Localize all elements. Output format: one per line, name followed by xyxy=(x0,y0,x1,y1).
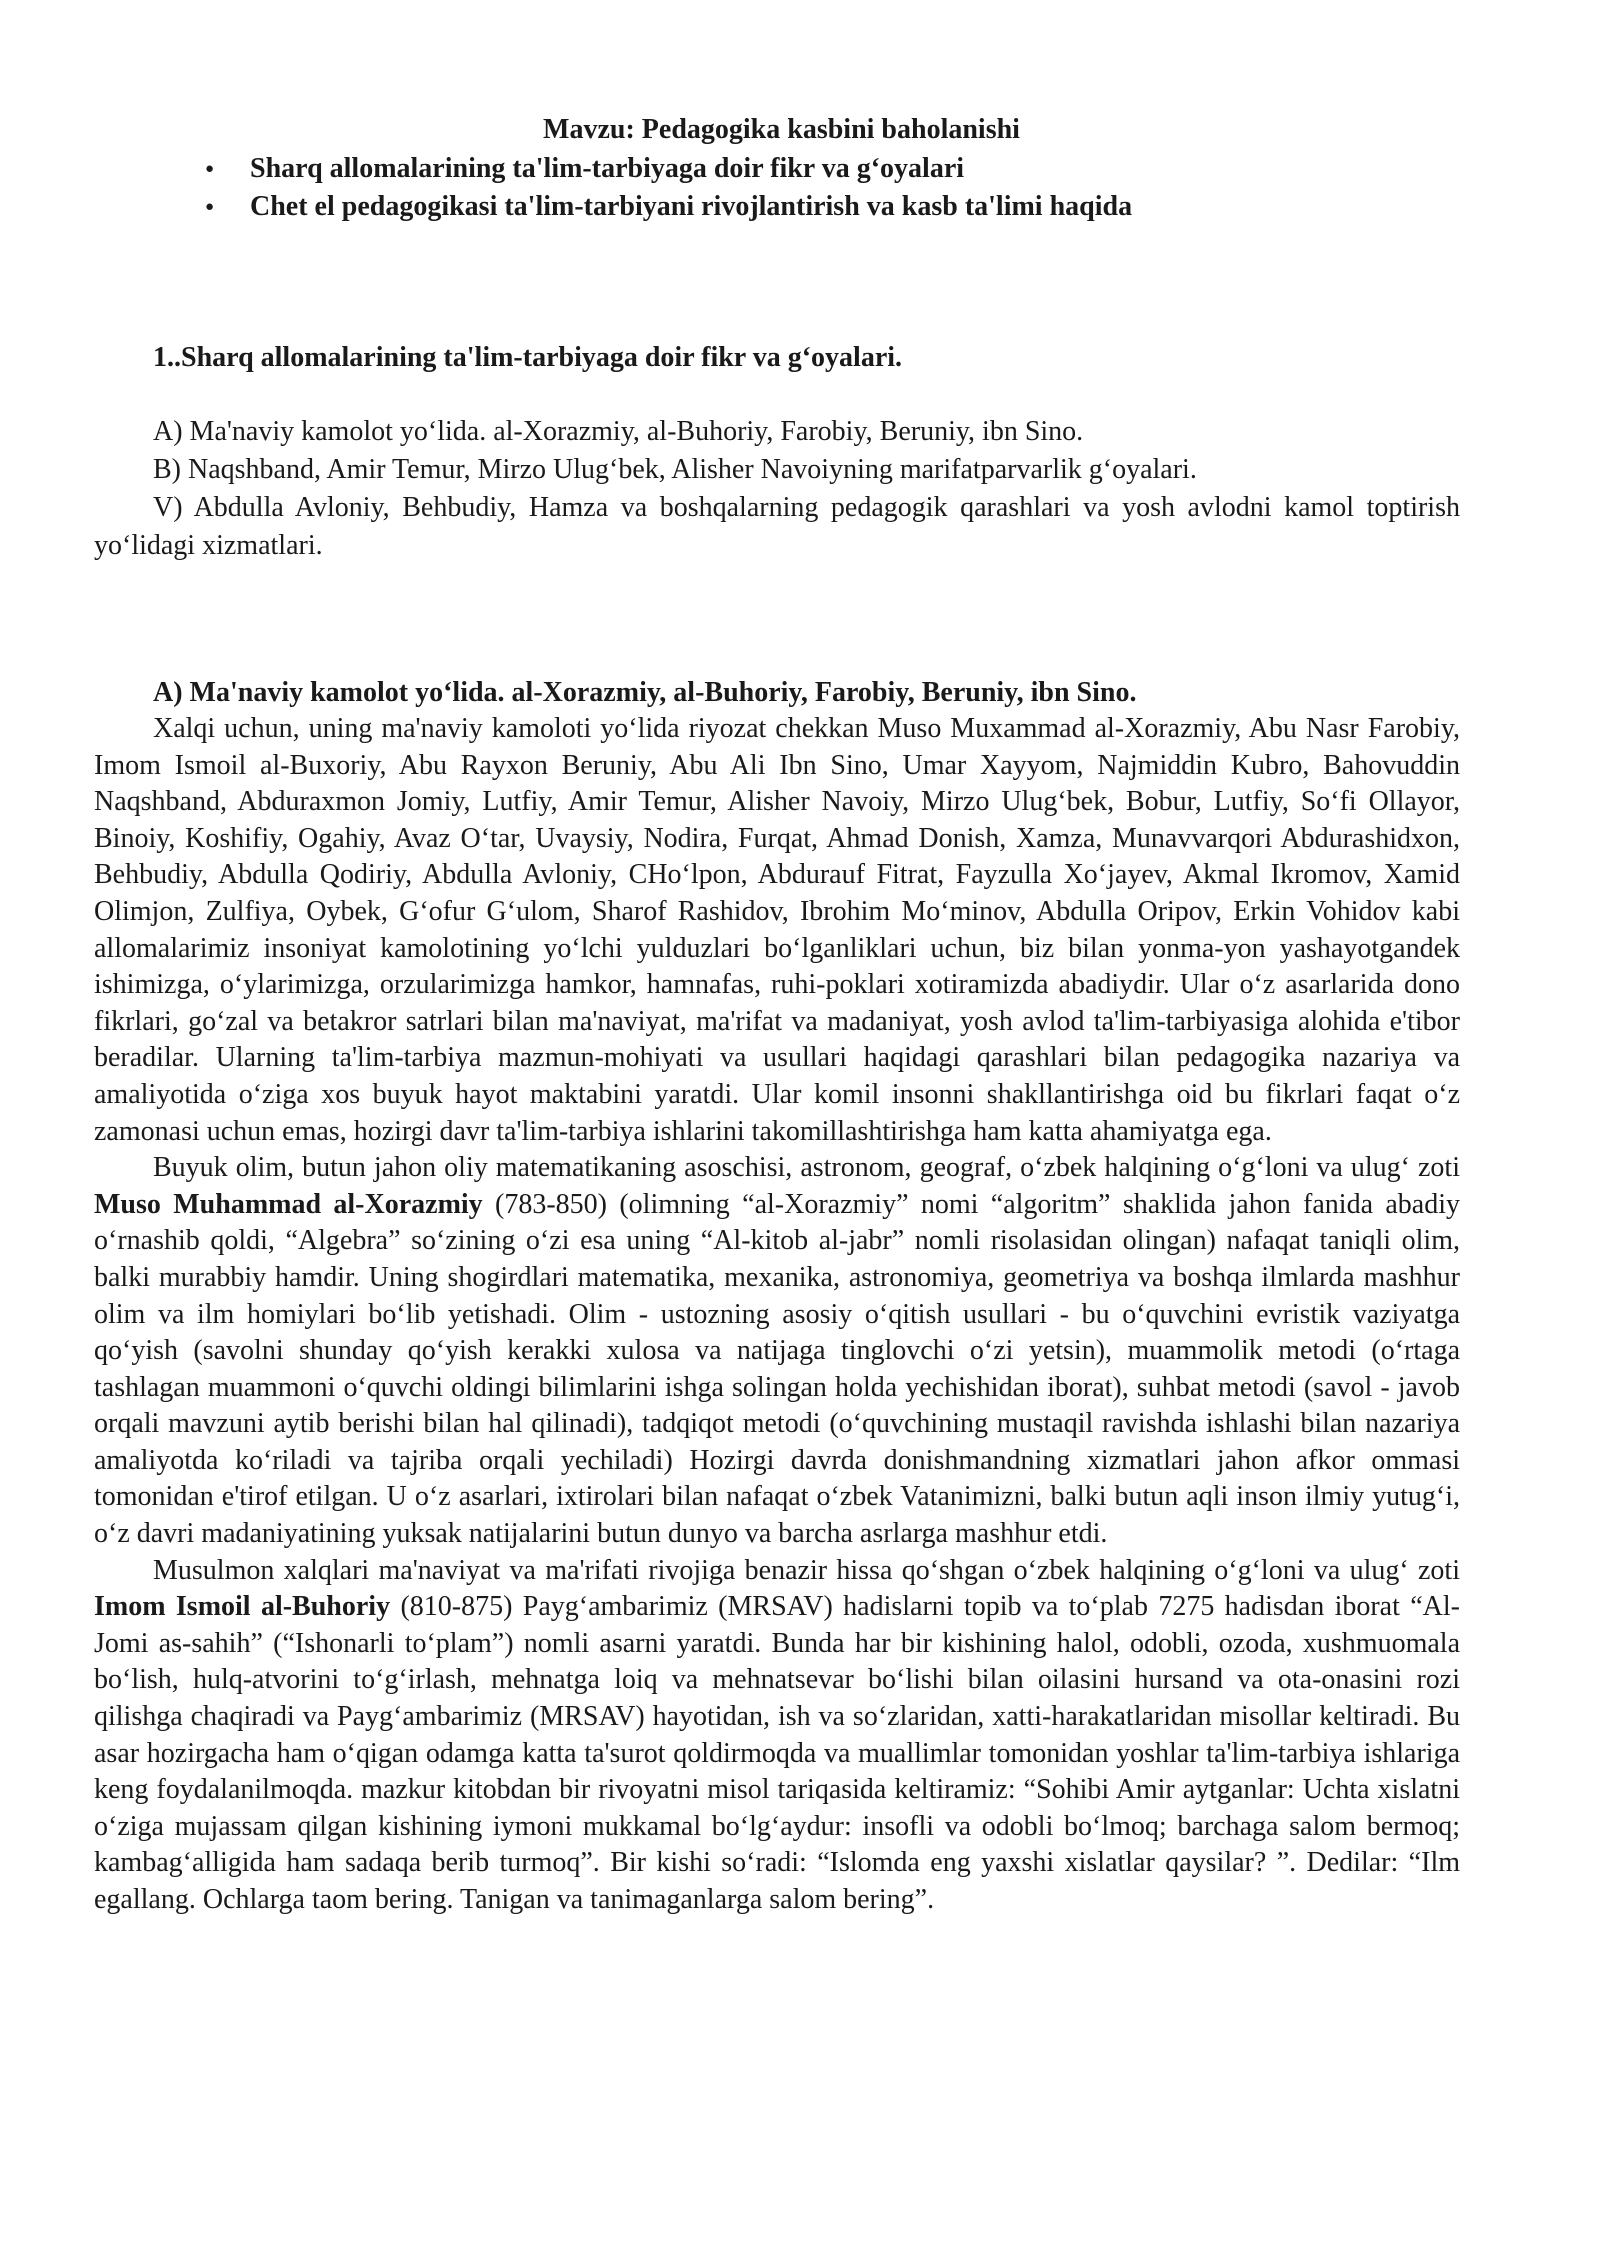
scholar-name: Imom Ismoil al-Buhoriy xyxy=(94,1591,391,1623)
topic-list xyxy=(200,150,1132,226)
paragraph-text: Buyuk olim, butun jahon oliy matematikaning asoschisi, astronom, geograf, o‘zbek halqining o‘g‘loni va ulug‘ zoti xyxy=(153,1152,1460,1184)
paragraph-text: Musulmon xalqlari ma'naviyat va ma'rifati rivojiga benazir hissa qo‘shgan o‘zbek halqining o‘g‘loni va ulug‘ zoti xyxy=(153,1554,1460,1586)
paragraph xyxy=(94,1150,1460,1553)
scholar-name: Muso Muhammad al-Xorazmiy xyxy=(94,1188,483,1220)
topic-item: ● Sharq allomalarining ta'lim-tarbiyaga doir fikr va g‘oyalari xyxy=(200,150,1132,188)
outline-list xyxy=(94,413,1460,565)
page-title: Mavzu: Pedagogika kasbini baholanishi xyxy=(543,114,1020,145)
paragraph: Xalqi uchun, uning ma'naviy kamoloti yo‘lida riyozat chekkan Muso Muxammad al-Xorazmiy, Abu Nasr Farobiy, Imom Ismoil al-Buxoriy, Abu Rayxon Beruniy, Abu Ali Ibn Sino, Umar Xayyom, Najmiddin Kubro, Bahovuddin Naqshband, Abduraxmon Jomiy, Lutfiy, Amir Temur, Alisher Navoiy, Mirzo Ulug‘bek, Bobur, Lutfiy, So‘fi Ollayor, Binoiy, Koshifiy, Ogahiy, Avaz O‘tar, Uvaysiy, Nodira, Furqat, Ahmad Donish, Xamza, Munavvarqori Abdurashidxon, Behbudiy, Abdulla Qodiriy, Abdulla Avloniy, CHo‘lpon, Abdurauf Fitrat, Fayzulla Xo‘jayev, Akmal Ikromov, Xamid Olimjon, Zulfiya, Oybek, G‘ofur G‘ulom, Sharof Rashidov, Ibrohim Mo‘minov, Abdulla Oripov, Erkin Vohidov kabi allomalarimiz insoniyat kamolotining yo‘lchi yulduzlari bo‘lganliklari uchun, biz bilan yonma-yon yashayotgandek ishimizga, o‘ylarimizga, orzularimizga hamkor, hamnafas, ruhi-poklari xotiramizda abadiydir. Ular o‘z asarlarida dono fikrlari, go‘zal va betakror satrlari bilan ma'naviyat, ma'rifat va madaniyat, yosh avlod ta'lim-tarbiyasiga alohida e'tibor beradilar. Ularning ta'lim-tarbiya mazmun-mohiyati va usullari haqidagi qarashlari bilan pedagogika nazariya va amaliyotida o‘ziga xos buyuk hayot maktabini yaratdi. Ular komil insonni shakllantirishga oid bu fikrlari faqat o‘z zamonasi uchun emas, hozirgi davr ta'lim-tarbiya ishlarini takomillashtirishga ham katta ahamiyatga ega. xyxy=(94,713,1460,1147)
paragraph-text: (810-875) Payg‘ambarimiz (MRSAV) hadislarni topib va to‘plab 7275 hadisdan iborat “Al-Jomi as-sahih” (“Ishonarli to‘plam”) nomli asarni yaratdi. Bunda har bir kishining halol, odobli, ozoda, xushmuomala bo‘lish, hulq-atvorini to‘g‘irlash, mehnatga loiq va mehnatsevar bo‘lishi bilan oilasini hursand va ota-onasini rozi qilishga chaqiradi va Payg‘ambarimiz (MRSAV) hayotidan, ish va so‘zlaridan, xatti-harakatlaridan misollar keltiradi. Bu asar hozirgacha ham o‘qigan odamga katta ta'surot qoldirmoqda va muallimlar tomonidan yoshlar ta'lim-tarbiya ishlariga keng foydalanilmoqda. mazkur kitobdan bir rivoyatni misol tariqasida keltiramiz: “Sohibi Amir aytganlar: Uchta xislatni o‘ziga mujassam qilgan kishining iymoni mukkamal bo‘lg‘aydur: insofli va odobli bo‘lmoq; barchaga salom bermoq; kambag‘alligida ham sadaqa berib turmoq”. Bir kishi so‘radi: “Islomda eng yaxshi xislatlar qaysilar? ”. Dedilar: “Ilm egallang. Ochlarga taom bering. Tanigan va tanimaganlarga salom bering”. xyxy=(94,1591,1460,1915)
outline-item: B) Naqshband, Amir Temur, Mirzo Ulug‘bek, Alisher Navoiyning marifatparvarlik g‘oyalari. xyxy=(153,454,1197,485)
body-text xyxy=(94,675,1460,1919)
paragraph xyxy=(94,1553,1460,1919)
topic-item: ● Chet el pedagogikasi ta'lim-tarbiyani rivojlantirish va kasb ta'limi haqida xyxy=(200,188,1132,226)
paragraph-text: (783-850) (olimning “al-Xorazmiy” nomi “algoritm” shaklida jahon fanida abadiy o‘rnashib qoldi, “Algebra” so‘zining o‘zi esa uning “Al-kitob al-jabr” nomli risolasidan olingan) nafaqat taniqli olim, balki murabbiy hamdir. Uning shogirdlari matematika, mexanika, astronomiya, geometriya va boshqa ilmlarda mashhur olim va ilm homiylari bo‘lib yetishadi. Olim - ustozning asosiy o‘qitish usullari - bu o‘quvchini evristik vaziyatga qo‘yish (savolni shunday qo‘yish kerakki xulosa va natijaga tinglovchi o‘zi yetsin), muammolik metodi (o‘rtaga tashlagan muammoni o‘quvchi oldingi bilimlarini ishga solingan holda yechishidan iborat), suhbat metodi (savol - javob orqali mavzuni aytib berishi bilan hal qilinadi), tadqiqot metodi (o‘quvchining mustaqil ravishda ishlashi bilan nazariya amaliyotda ko‘riladi va tajriba orqali yechiladi) Hozirgi davrda donishmandning xizmatlari jahon afkor ommasi tomonidan e'tirof etilgan. U o‘z asarlari, ixtirolari bilan nafaqat o‘zbek Vatanimizni, balki butun aqli inson ilmiy yutug‘i, o‘z davri madaniyatining yuksak natijalarini butun dunyo va barcha asrlarga mashhur etdi. xyxy=(94,1188,1460,1550)
subsection-heading: A) Ma'naviy kamolot yo‘lida. al-Xorazmiy, al-Buhoriy, Farobiy, Beruniy, ibn Sino. xyxy=(153,677,1137,708)
outline-item: A) Ma'naviy kamolot yo‘lida. al-Xorazmiy, al-Buhoriy, Farobiy, Beruniy, ibn Sino. xyxy=(153,416,1084,447)
outline-item: V) Abdulla Avloniy, Behbudiy, Hamza va boshqalarning pedagogik qarashlari va yosh avlodni kamol toptirish yo‘lidagi xizmatlari. xyxy=(94,492,1460,561)
section-heading: 1..Sharq allomalarining ta'lim-tarbiyaga doir fikr va g‘oyalari. xyxy=(153,342,903,373)
